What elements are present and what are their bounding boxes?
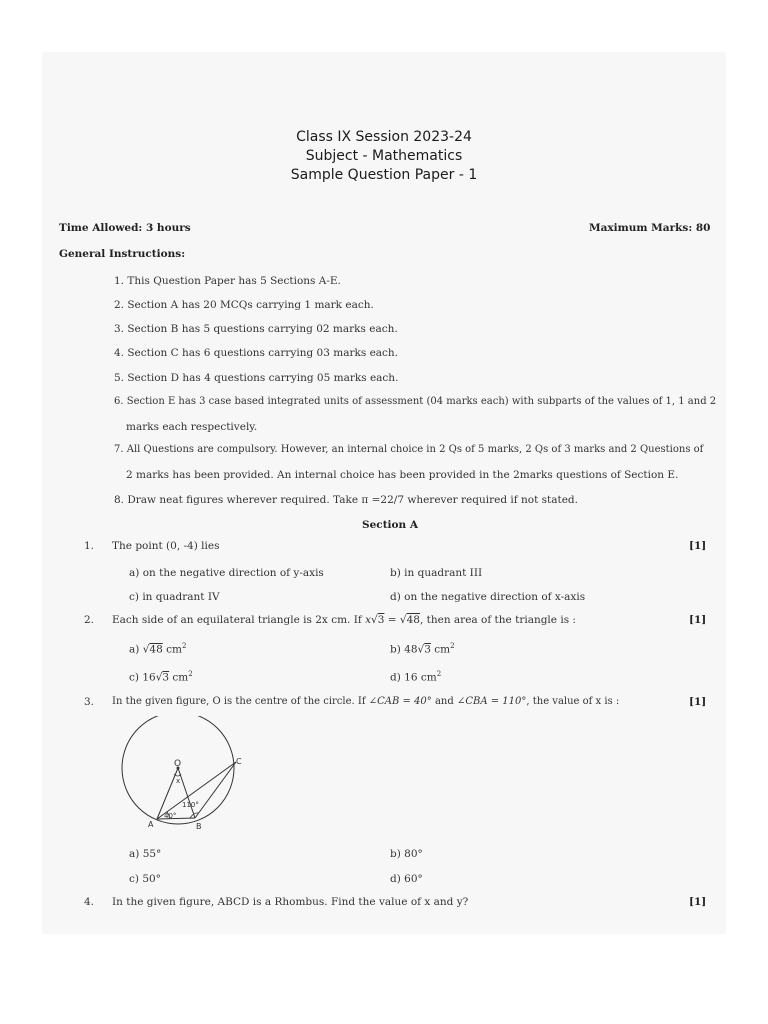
question-text: In the given figure, O is the centre of the circle. If ∠CAB = 40° and ∠CBA = 110°, the value of x is : xyxy=(112,696,620,707)
question-marks: [1] xyxy=(689,614,707,626)
header-subject: Subject - Mathematics xyxy=(305,148,463,164)
instruction-item: 3. Section B has 5 questions carrying 02 marks each. xyxy=(114,323,398,335)
instruction-item: 6. Section E has 3 case based integrated units of assessment (04 marks each) with subparts of the values of 1, 1 and 2 xyxy=(114,396,717,407)
label-angle-110: 110° xyxy=(182,801,199,809)
label-a: A xyxy=(148,820,154,829)
question-marks: [1] xyxy=(689,896,707,908)
maximum-marks: Maximum Marks: 80 xyxy=(589,222,711,234)
option-b[interactable]: b) 80° xyxy=(390,848,423,860)
option-a[interactable]: a) √48 $cm^2$ xyxy=(129,642,187,656)
question-marks: [1] xyxy=(689,696,707,708)
section-heading: Section A xyxy=(362,519,418,531)
instruction-item: 8. Draw neat figures wherever required. Take π =22/7 wherever required if not stated. xyxy=(114,494,578,506)
instruction-item: 7. All Questions are compulsory. However, an internal choice in 2 Qs of 5 marks, 2 Qs of 3 marks and 2 Questions of xyxy=(114,444,704,455)
option-b[interactable]: b) 48√3 $cm^2$ xyxy=(390,642,455,656)
label-c: C xyxy=(236,757,242,766)
circle-outline xyxy=(122,716,234,824)
time-allowed: Time Allowed: 3 hours xyxy=(59,222,191,234)
option-c[interactable]: c) 16√3 $cm^2$ xyxy=(129,670,193,684)
option-d[interactable]: d) 60° xyxy=(390,873,423,885)
circle-figure xyxy=(112,716,252,836)
option-c[interactable]: c) in quadrant IV xyxy=(129,591,220,603)
question-number: 2. xyxy=(84,614,95,626)
option-a[interactable]: a) on the negative direction of y-axis xyxy=(129,567,324,579)
question-number: 4. xyxy=(84,896,95,908)
option-d[interactable]: d) on the negative direction of x-axis xyxy=(390,591,586,603)
question-marks: [1] xyxy=(689,540,707,552)
header-class-session: Class IX Session 2023-24 xyxy=(296,129,472,145)
question-text: The point (0, -4) lies xyxy=(112,540,220,552)
header-paper-title: Sample Question Paper - 1 xyxy=(290,167,478,183)
option-c[interactable]: c) 50° xyxy=(129,873,161,885)
instruction-item: 4. Section C has 6 questions carrying 03 marks each. xyxy=(114,347,399,359)
option-b[interactable]: b) in quadrant III xyxy=(390,567,483,579)
instruction-item-continued: marks each respectively. xyxy=(126,421,258,433)
instruction-item-continued: 2 marks has been provided. An internal choice has been provided in the 2marks questions of Section E. xyxy=(126,469,679,481)
instruction-item: 2. Section A has 20 MCQs carrying 1 mark each. xyxy=(114,299,374,311)
label-b: B xyxy=(196,822,202,831)
general-instructions-heading: General Instructions: xyxy=(59,248,186,260)
instruction-item: 1. This Question Paper has 5 Sections A-E. xyxy=(114,275,341,287)
question-text: Each side of an equilateral triangle is 2x cm. If x√3 = √48, then area of the triangle is : xyxy=(112,614,576,626)
label-angle-40: 40° xyxy=(164,812,177,820)
option-d[interactable]: d) 16 $cm^2$ xyxy=(390,670,442,684)
label-o: O xyxy=(174,759,182,769)
instruction-item: 5. Section D has 4 questions carrying 05 marks each. xyxy=(114,372,399,384)
label-x: x xyxy=(176,777,181,785)
question-number: 3. xyxy=(84,696,95,708)
question-text: In the given figure, ABCD is a Rhombus. Find the value of x and y? xyxy=(112,896,469,908)
question-number: 1. xyxy=(84,540,95,552)
option-a[interactable]: a) 55° xyxy=(129,848,162,860)
